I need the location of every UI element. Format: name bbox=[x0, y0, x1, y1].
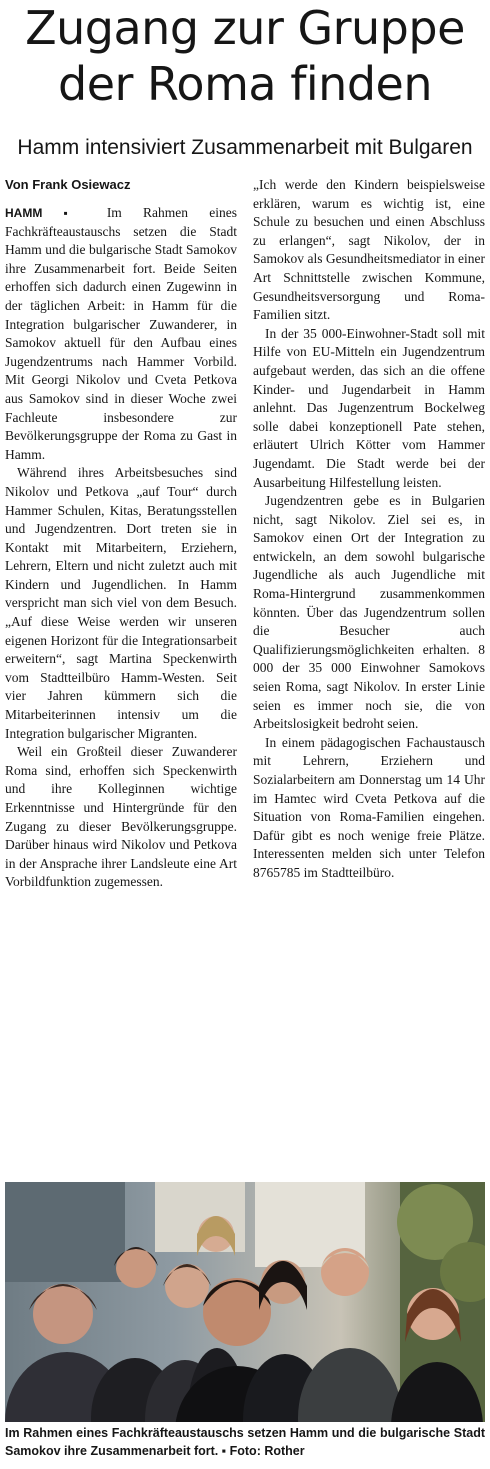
dateline-separator: ▪ bbox=[42, 206, 107, 220]
paragraph: Während ihres Arbeitsbesuches sind Nikolov und Petkova „auf Tour“ durch Hammer Schulen, Kitas, Beratungsstellen und Jugendzentren. Dort treten sie in Kontakt mit Mitarbeitern, Erziehern, Lehrern, Eltern und nicht zuletzt auch mit Kindern und Jugendlichen. In Hamm verspricht man sich viel von dem Besuch. „Auf diese Weise werden wir unseren eigenen Horizont für die Integrationsarbeit erweitern“, sagt Martina Speckenwirth vom Stadtteilbüro Hamm-Westen. Seit vier Jahren kümmern sich die Mitarbeiterinnen intensiv um die Integration bulgarischer Migranten. bbox=[5, 465, 237, 741]
group-photo-illustration bbox=[5, 1182, 485, 1422]
article-column-left bbox=[5, 204, 237, 892]
byline: Von Frank Osiewacz bbox=[5, 177, 131, 192]
photo-caption: Im Rahmen eines Fachkräfteaustauschs setzen Hamm und die bulgarische Stadt Samokov ihre Zusammenarbeit fort. ▪ Foto: Rother bbox=[5, 1426, 485, 1458]
article-column-right bbox=[253, 176, 485, 883]
headline bbox=[0, 0, 490, 112]
dateline: HAMM bbox=[5, 206, 43, 220]
paragraph bbox=[5, 204, 237, 464]
paragraph: In einem pädagogischen Fachaustausch mit Lehrern, Erziehern und Sozialarbeitern am Donnerstag um 14 Uhr im Hamtec wird Cveta Petkova auf die Situation von Roma-Familien eingehen. Dafür gibt es noch wenige freie Plätze. Interessenten melden sich unter Telefon 8765785 im Stadtteilbüro. bbox=[253, 734, 485, 880]
paragraph: Jugendzentren gebe es in Bulgarien nicht, sagt Nikolov. Ziel sei es, in Samokov einen Ort der Integration zu entwickeln, an dem sowohl bulgarische Jugendliche als auch Jugendliche mit Roma-Hintergrund zusammenkommen könnten. Über das Jugendzentrum sollen die Besucher auch Qualifizierungsmöglichkeiten erhalten. 8 000 der 35 000 Einwohner Samokovs seien Roma, sagt Nikolov. In erster Linie seien es immer noch sie, die von Arbeitslosigkeit bedroht seien. bbox=[253, 493, 485, 732]
group-photo bbox=[5, 1182, 485, 1422]
paragraph-text: Im Rahmen eines Fachkräfteaustauschs setzen die Stadt Hamm und die bulgarische Stadt Samokov ihre Zusammenarbeit fort. Beide Seiten erhoffen sich dadurch einen Zugewinn in der täglichen Arbeit: in Hamm für die Integration bulgarischer Zuwanderer, in Samokov aktuell für den Aufbau eines Jugendzentrums nach Hammer Vorbild. Mit Georgi Nikolov und Cveta Petkova aus Samokov sind in dieser Woche zwei Fachleute insbesondere zur Bevölkerungsgruppe der Roma zu Gast in Hamm. bbox=[5, 205, 237, 462]
paragraph: Weil ein Großteil dieser Zuwanderer Roma sind, erhoffen sich Speckenwirth und ihre Kolleginnen wichtige Erkenntnisse und Hintergründe für den Zugang zu dieser Bevölkerungsgruppe. Darüber hinaus wird Nikolov und Petkova in der Ansprache ihrer Landsleute eine Art Vorbildfunktion zugemessen. bbox=[5, 744, 237, 890]
paragraph: In der 35 000-Einwohner-Stadt soll mit Hilfe von EU-Mitteln ein Jugendzentrum aufgebaut werden, das sich an die offene Kinder- und Jugendarbeit in Hamm anlehnt. Das Jugenzentrum Bockelweg solle dabei konzeptionell Pate stehen, erläutert Ulrich Kötter vom Hammer Jugendamt. Die Stadt werde bei der Ausarbeitung Hilfestellung leisten. bbox=[253, 325, 485, 490]
headline-line-1: Zugang zur Gruppe bbox=[25, 1, 465, 55]
paragraph: „Ich werde den Kindern beispielsweise erklären, warum es wichtig ist, eine Schule zu besuchen und einen Abschluss zu erlangen“, sagt Nikolov, der in Samokov als Gesundheitsmediator in einer Art Schnittstelle zwischen Kommune, Gesundheitsversorgung und Roma-Familien sitzt. bbox=[253, 177, 485, 323]
subheadline: Hamm intensiviert Zusammenarbeit mit Bulgaren bbox=[17, 136, 473, 159]
headline-line-2: der Roma finden bbox=[58, 57, 432, 111]
